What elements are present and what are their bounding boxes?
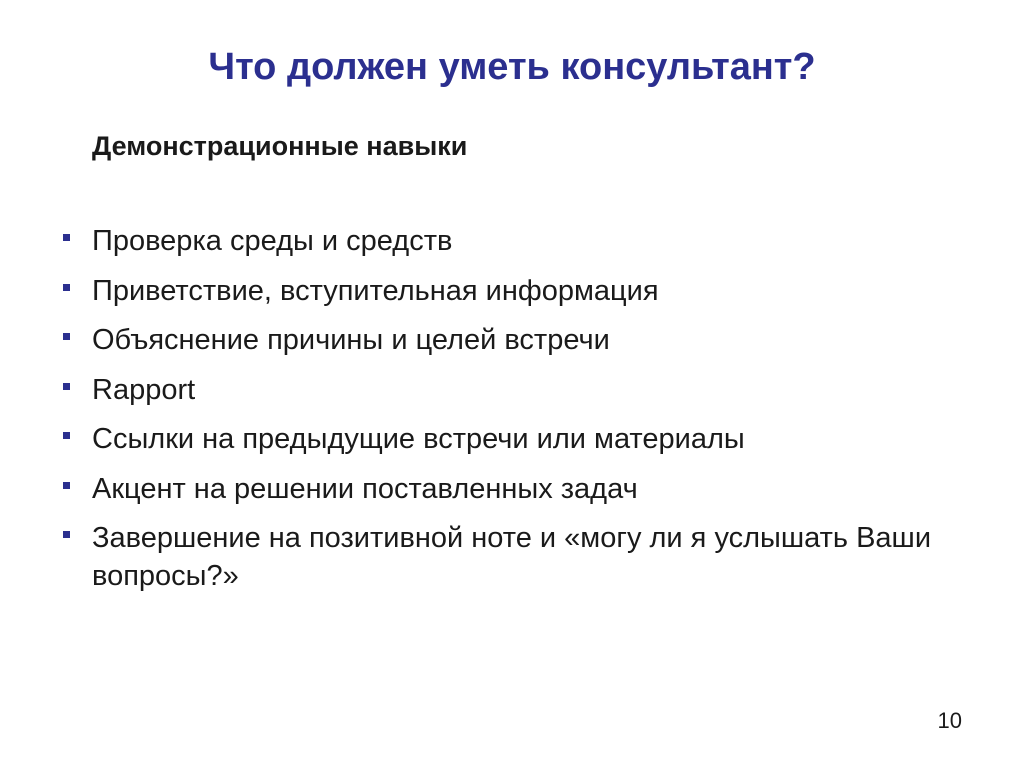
list-item (60, 321, 940, 359)
list-item-text: Завершение на позитивной ноте и «могу ли я услышать Ваши вопросы?» (92, 522, 932, 592)
slide-title: Что должен уметь консультант? (208, 46, 816, 88)
list-item (60, 470, 940, 508)
list-item (60, 519, 940, 595)
list-item (60, 222, 940, 260)
square-bullet-icon (63, 432, 70, 439)
square-bullet-icon (63, 482, 70, 489)
list-item-text: Объяснение причины и целей встречи (92, 324, 610, 356)
page-number: 10 (937, 708, 962, 733)
square-bullet-icon (63, 333, 70, 340)
list-item (60, 272, 940, 310)
list-item-text: Rapport (92, 373, 196, 406)
list-item (60, 371, 940, 409)
list-item-text: Приветствие, вступительная информация (92, 274, 659, 307)
list-item-text: Проверка среды и средств (92, 225, 453, 257)
list-item-text: Ссылки на предыдущие встречи или материалы (92, 423, 745, 455)
square-bullet-icon (63, 531, 70, 538)
square-bullet-icon (63, 284, 70, 291)
list-item (60, 420, 940, 458)
bullet-list (60, 222, 940, 607)
list-item-text: Акцент на решении поставленных задач (92, 472, 638, 505)
square-bullet-icon (63, 234, 70, 241)
section-heading: Демонстрационные навыки (92, 131, 468, 161)
square-bullet-icon (63, 383, 70, 390)
